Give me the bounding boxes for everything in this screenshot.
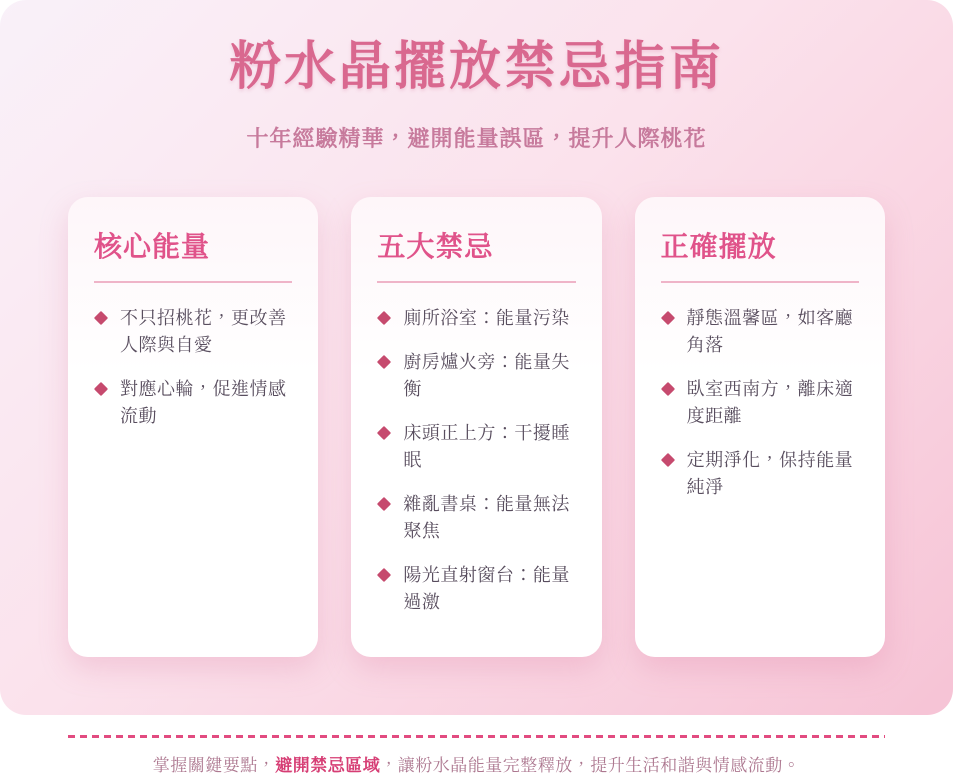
card-list bbox=[661, 305, 859, 501]
footer-prefix: 掌握關鍵要點， bbox=[152, 755, 276, 775]
card-heading-divider bbox=[377, 281, 575, 283]
card-heading: 正確擺放 bbox=[660, 230, 777, 262]
diamond-bullet-icon bbox=[94, 311, 108, 325]
card-heading-divider bbox=[94, 281, 292, 283]
card-heading-divider bbox=[661, 281, 859, 283]
list-item bbox=[377, 562, 575, 616]
list-item bbox=[661, 447, 859, 501]
list-item bbox=[377, 305, 575, 332]
list-item-text: 雜亂書桌：能量無法聚焦 bbox=[403, 493, 570, 541]
diamond-bullet-icon bbox=[377, 497, 391, 511]
diamond-bullet-icon bbox=[661, 311, 675, 325]
card-five-taboos bbox=[351, 197, 601, 657]
header bbox=[0, 0, 953, 153]
footer-suffix: ，讓粉水晶能量完整釋放，提升生活和諧與情感流動。 bbox=[380, 755, 801, 775]
page-subtitle: 十年經驗精華，避開能量誤區，提升人際桃花 bbox=[246, 125, 707, 151]
list-item bbox=[94, 376, 292, 430]
list-item-text: 靜態溫馨區，如客廳角落 bbox=[686, 307, 854, 355]
list-item bbox=[377, 420, 575, 474]
diamond-bullet-icon bbox=[377, 426, 391, 440]
list-item-text: 廁所浴室：能量污染 bbox=[403, 307, 570, 328]
list-item bbox=[377, 349, 575, 403]
list-item-text: 廚房爐火旁：能量失衡 bbox=[403, 351, 570, 399]
list-item-text: 陽光直射窗台：能量過激 bbox=[403, 564, 570, 612]
list-item bbox=[661, 376, 859, 430]
list-item bbox=[94, 305, 292, 359]
list-item-text: 不只招桃花，更改善人際與自愛 bbox=[120, 307, 287, 355]
card-heading: 核心能量 bbox=[94, 230, 211, 262]
card-core-energy bbox=[68, 197, 318, 657]
list-item bbox=[377, 491, 575, 545]
list-item-text: 定期淨化，保持能量純淨 bbox=[686, 449, 854, 497]
diamond-bullet-icon bbox=[377, 355, 391, 369]
diamond-bullet-icon bbox=[377, 311, 391, 325]
card-correct-placement bbox=[635, 197, 885, 657]
diamond-bullet-icon bbox=[94, 382, 108, 396]
diamond-bullet-icon bbox=[661, 382, 675, 396]
page-title: 粉水晶擺放禁忌指南 bbox=[228, 38, 724, 96]
footer-highlight: 避開禁忌區域 bbox=[275, 755, 381, 775]
list-item-text: 床頭正上方：干擾睡眠 bbox=[403, 422, 570, 470]
card-list bbox=[377, 305, 575, 616]
card-list bbox=[94, 305, 292, 430]
footer-text bbox=[0, 751, 953, 776]
list-item-text: 臥室西南方，離床適度距離 bbox=[686, 378, 854, 426]
cards-row bbox=[0, 197, 953, 657]
diamond-bullet-icon bbox=[661, 453, 675, 467]
list-item-text: 對應心輪，促進情感流動 bbox=[120, 378, 287, 426]
dashed-divider bbox=[68, 735, 885, 738]
diamond-bullet-icon bbox=[377, 568, 391, 582]
card-heading: 五大禁忌 bbox=[377, 230, 494, 262]
list-item bbox=[661, 305, 859, 359]
